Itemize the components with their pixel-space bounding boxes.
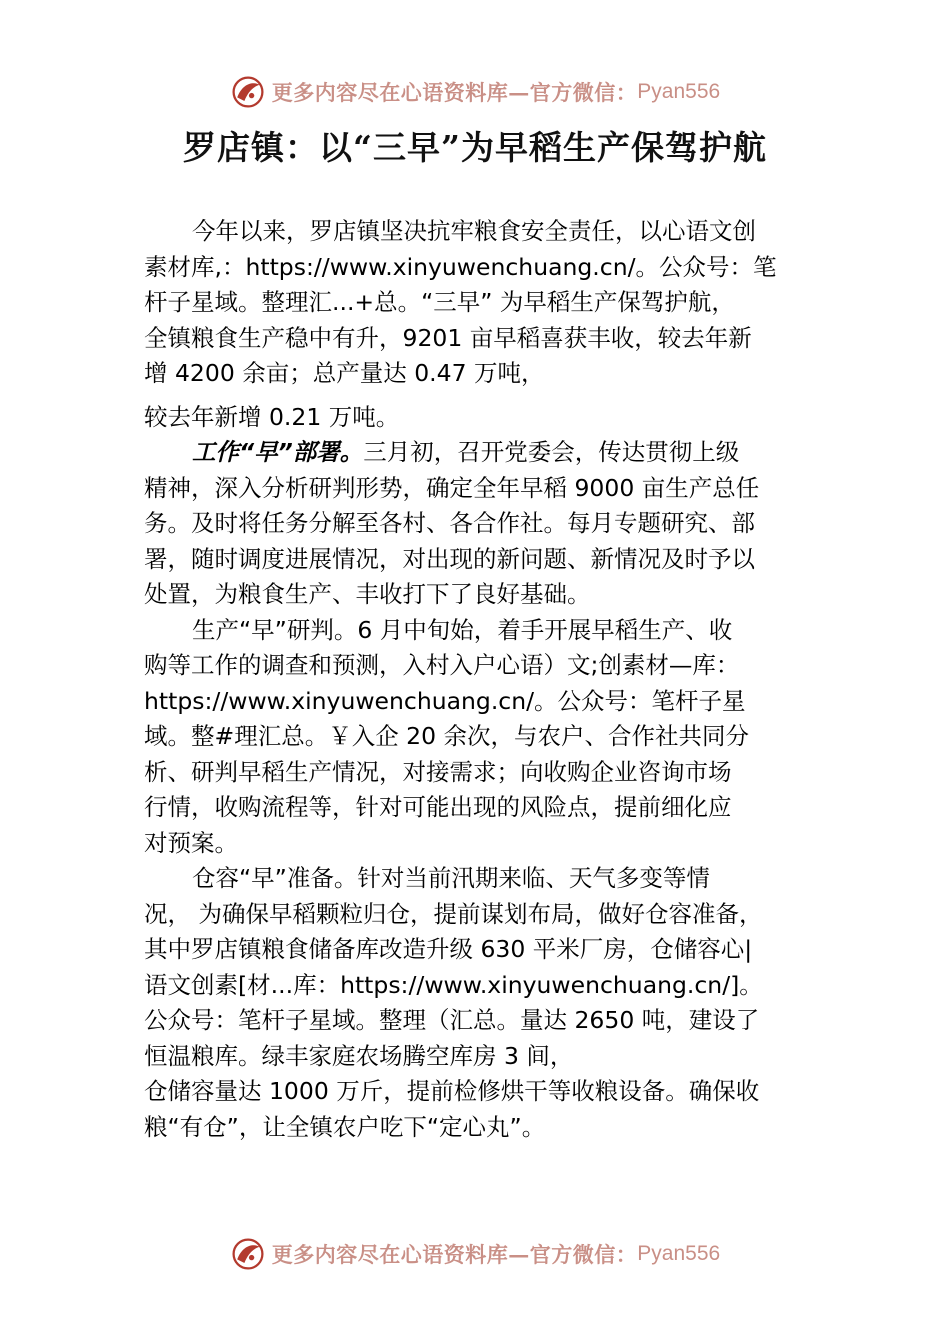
text-line [144,435,820,471]
text-line: 恒温粮库。绿丰家庭农场腾空库房 3 间， [144,1041,574,1070]
banner-text: 更多内容尽在心语资料库—官方微信： [271,80,638,105]
text-line: 对预案。 [144,828,238,857]
text-line: 况， 为确保早稻颗粒归仓，提前谋划布局，做好仓容准备， [144,899,763,928]
text-line: 务。及时将任务分解至各村、各合作社。每月专题研究、部 [144,509,755,537]
text-line: 处置，为粮食生产、丰收打下了良好基础。 [144,580,591,608]
text-line: 全镇粮食生产稳中有升，9201 亩早稻喜获丰收，较去年新 [144,323,752,352]
page-title: 罗店镇：以“三早”为早稻生产保驾护航 [183,128,767,167]
brush-seal-logo-icon [230,1236,266,1272]
text-line: 生产“早”研判。6 月中旬始，着手开展早稻生产、收 [192,615,733,644]
text-line: 仓储容量达 1000 万斤，提前检修烘干等收粮设备。确保收 [144,1077,760,1105]
header-banner [0,72,950,112]
text-line: 署，随时调度进展情况，对出现的新问题、新情况及时予以 [144,544,755,573]
footer-banner [0,1234,950,1274]
banner-text: 更多内容尽在心语资料库—官方微信： [271,1242,638,1267]
text-line: 素材库,：https://www.xinyuwenchuang.cn/。公众号：笔 [144,252,777,281]
text-line: https://www.xinyuwenchuang.cn/。公众号：笔杆子星 [144,686,746,715]
text-line: 语文创素[材...库：https://www.xinyuwenchuang.cn/]。 [144,970,763,999]
text-line: 今年以来，罗店镇坚决抗牢粮食安全责任，以心语文创 [192,217,756,245]
text-line: 杆子星域。整理汇...+总。“三早” 为早稻生产保驾护航， [144,288,735,316]
banner-contact: Pyan556 [637,1242,721,1265]
text-line: 域。整#理汇总。￥入企 20 余次，与农户、合作社共同分 [144,722,750,750]
text-line: 较去年新增 0.21 万吨。 [144,402,400,431]
brush-seal-logo-icon [230,74,266,110]
text-line: 其中罗店镇粮食储备库改造升级 630 平米厂房，仓储容心| [144,935,753,963]
article-body [144,214,820,1145]
banner-contact: Pyan556 [637,80,721,103]
section-heading: 工作“早”部署。 [192,438,364,466]
text-line: 仓容“早”准备。针对当前汛期来临、天气多变等情 [192,864,710,892]
text-line: 公众号：笔杆子星域。整理（汇总。量达 2650 吨，建设了 [144,1006,760,1034]
text-line: 精神，深入分析研判形势，确定全年早稻 9000 亩生产总任 [144,473,760,502]
text-line-rest: 三月初，召开党委会，传达贯彻上级 [363,438,740,466]
text-line: 行情，收购流程等，针对可能出现的风险点，提前细化应 [144,793,732,821]
text-line: 增 4200 余亩；总产量达 0.47 万吨， [144,359,545,387]
text-line: 析、研判早稻生产情况，对接需求；向收购企业咨询市场 [144,757,732,786]
text-line: 粮“有仓”，让全镇农户吃下“定心丸”。 [144,1112,546,1141]
text-line: 购等工作的调查和预测，入村入户心语）文;创素材—库： [144,651,740,679]
